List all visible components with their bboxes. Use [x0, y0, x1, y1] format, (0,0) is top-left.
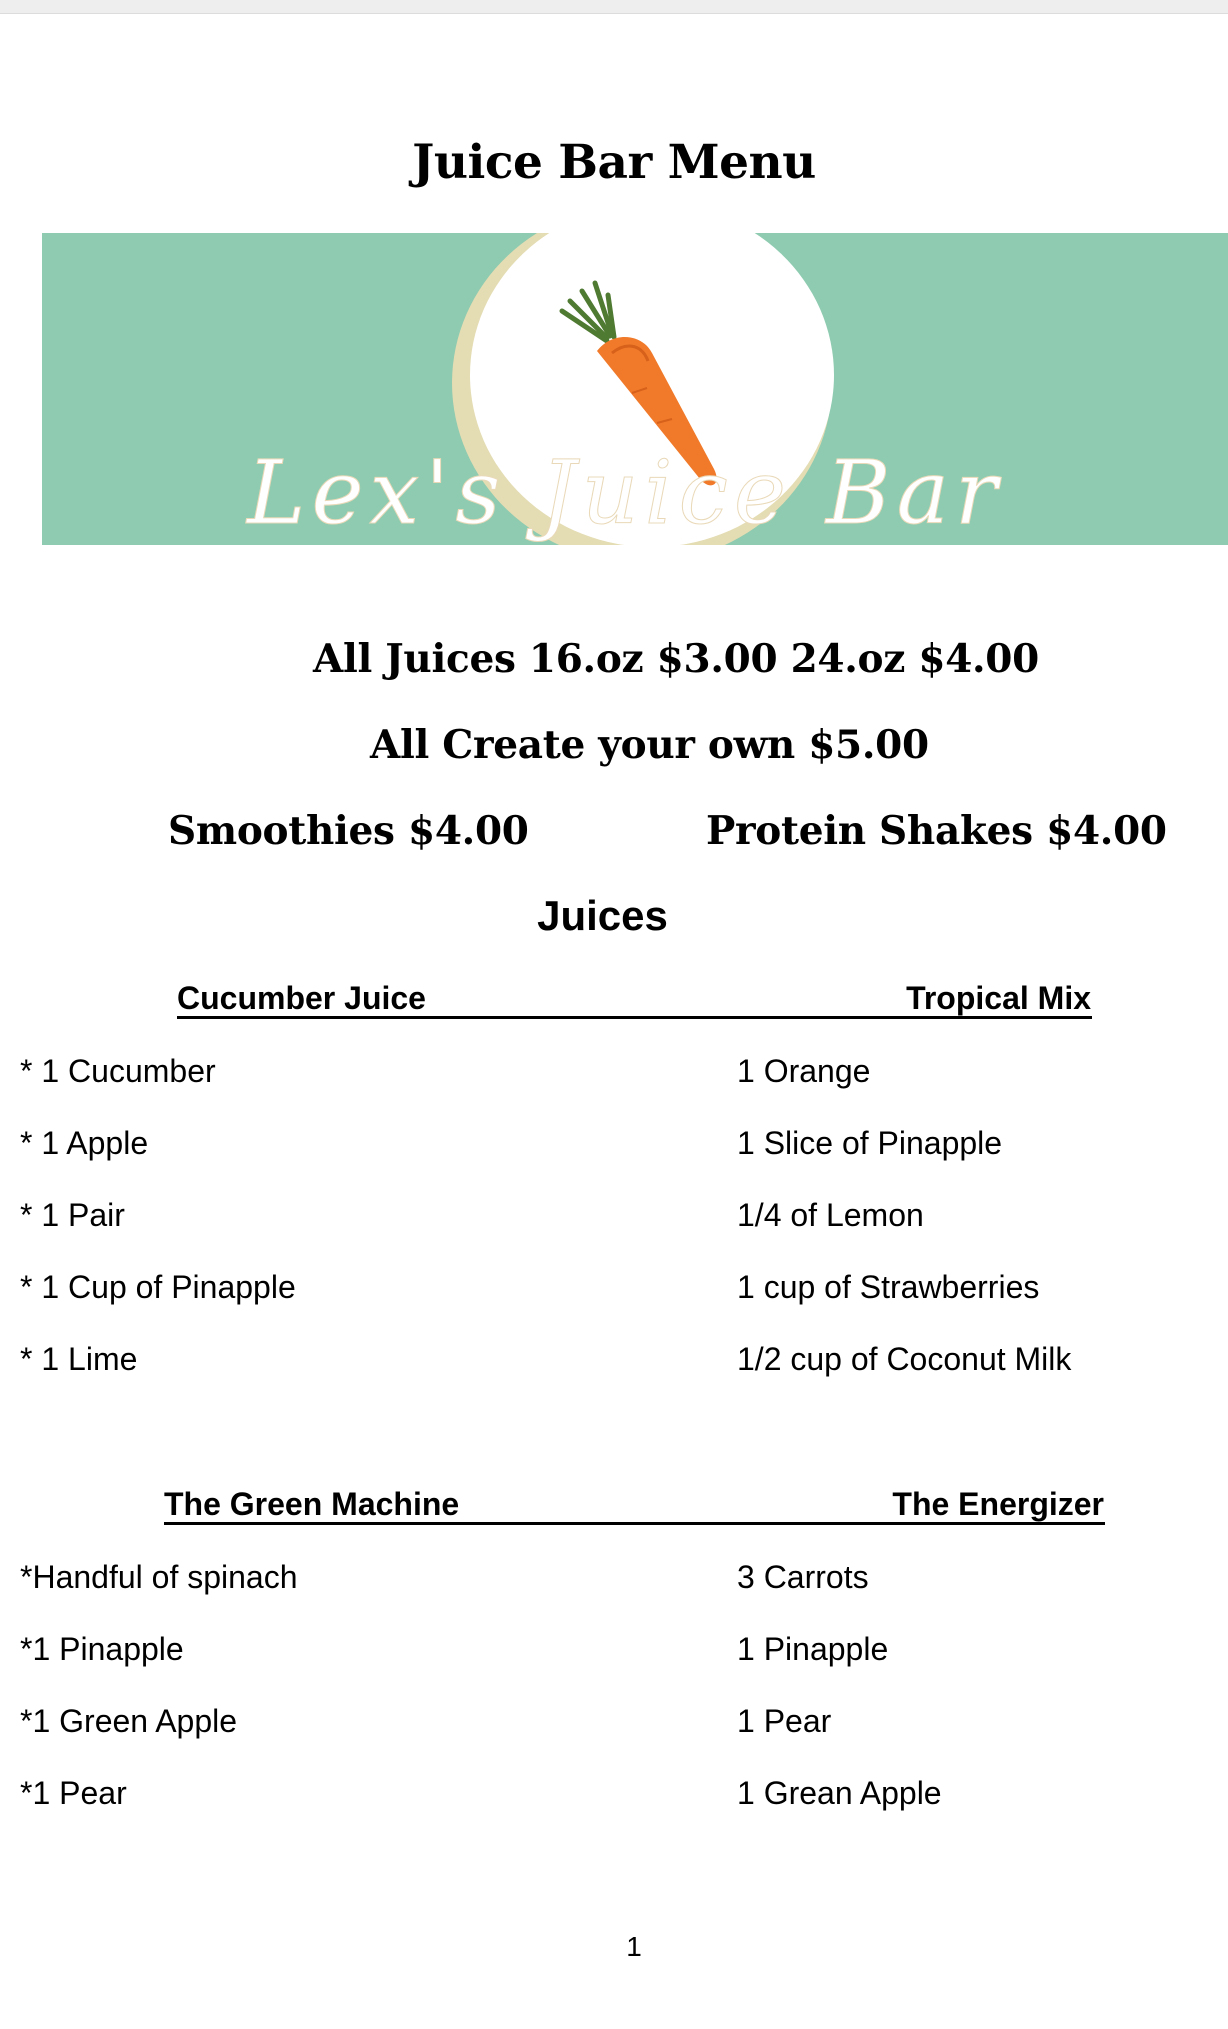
page-number: 1 — [626, 1931, 642, 1962]
list-item: 1 Slice of Pinapple — [737, 1125, 1003, 1161]
page-title: Juice Bar Menu — [412, 135, 816, 190]
recipe-name-tropical-mix: Tropical Mix — [906, 980, 1091, 1016]
logo-text: Lex's Juice Bar — [247, 441, 1004, 544]
list-item: 1 Pinapple — [737, 1631, 889, 1667]
protein-shakes-price: Protein Shakes $4.00 — [706, 808, 1167, 854]
list-item: 1 Grean Apple — [737, 1775, 942, 1811]
list-item: * 1 Pair — [20, 1197, 125, 1233]
list-item: 3 Carrots — [737, 1559, 869, 1595]
list-item: *1 Pinapple — [20, 1631, 184, 1667]
list-item: 1/4 of Lemon — [737, 1197, 924, 1233]
section-title-juices: Juices — [537, 892, 668, 939]
carrot-icon — [42, 233, 1228, 545]
header-underline — [177, 1016, 1092, 1019]
recipe-name-cucumber-juice: Cucumber Juice — [177, 980, 426, 1016]
list-item: 1 Pear — [737, 1703, 832, 1739]
window-top-bar — [0, 0, 1228, 14]
logo-banner — [42, 233, 1228, 545]
list-item: 1 cup of Strawberries — [737, 1269, 1040, 1305]
header-underline — [164, 1522, 1105, 1525]
juice-prices: All Juices 16.oz $3.00 24.oz $4.00 — [313, 636, 1039, 682]
list-item: * 1 Cup of Pinapple — [20, 1269, 296, 1305]
list-item: *Handful of spinach — [20, 1559, 298, 1595]
smoothies-price: Smoothies $4.00 — [168, 808, 529, 854]
recipe-name-energizer: The Energizer — [892, 1486, 1104, 1522]
create-your-own-price: All Create your own $5.00 — [370, 722, 929, 768]
list-item: *1 Pear — [20, 1775, 127, 1811]
recipe-name-green-machine: The Green Machine — [164, 1486, 460, 1522]
list-item: * 1 Cucumber — [20, 1053, 216, 1089]
list-item: 1 Orange — [737, 1053, 871, 1089]
list-item: * 1 Apple — [20, 1125, 149, 1161]
list-item: * 1 Lime — [20, 1341, 138, 1377]
list-item: 1/2 cup of Coconut Milk — [737, 1341, 1072, 1377]
list-item: *1 Green Apple — [20, 1703, 238, 1739]
